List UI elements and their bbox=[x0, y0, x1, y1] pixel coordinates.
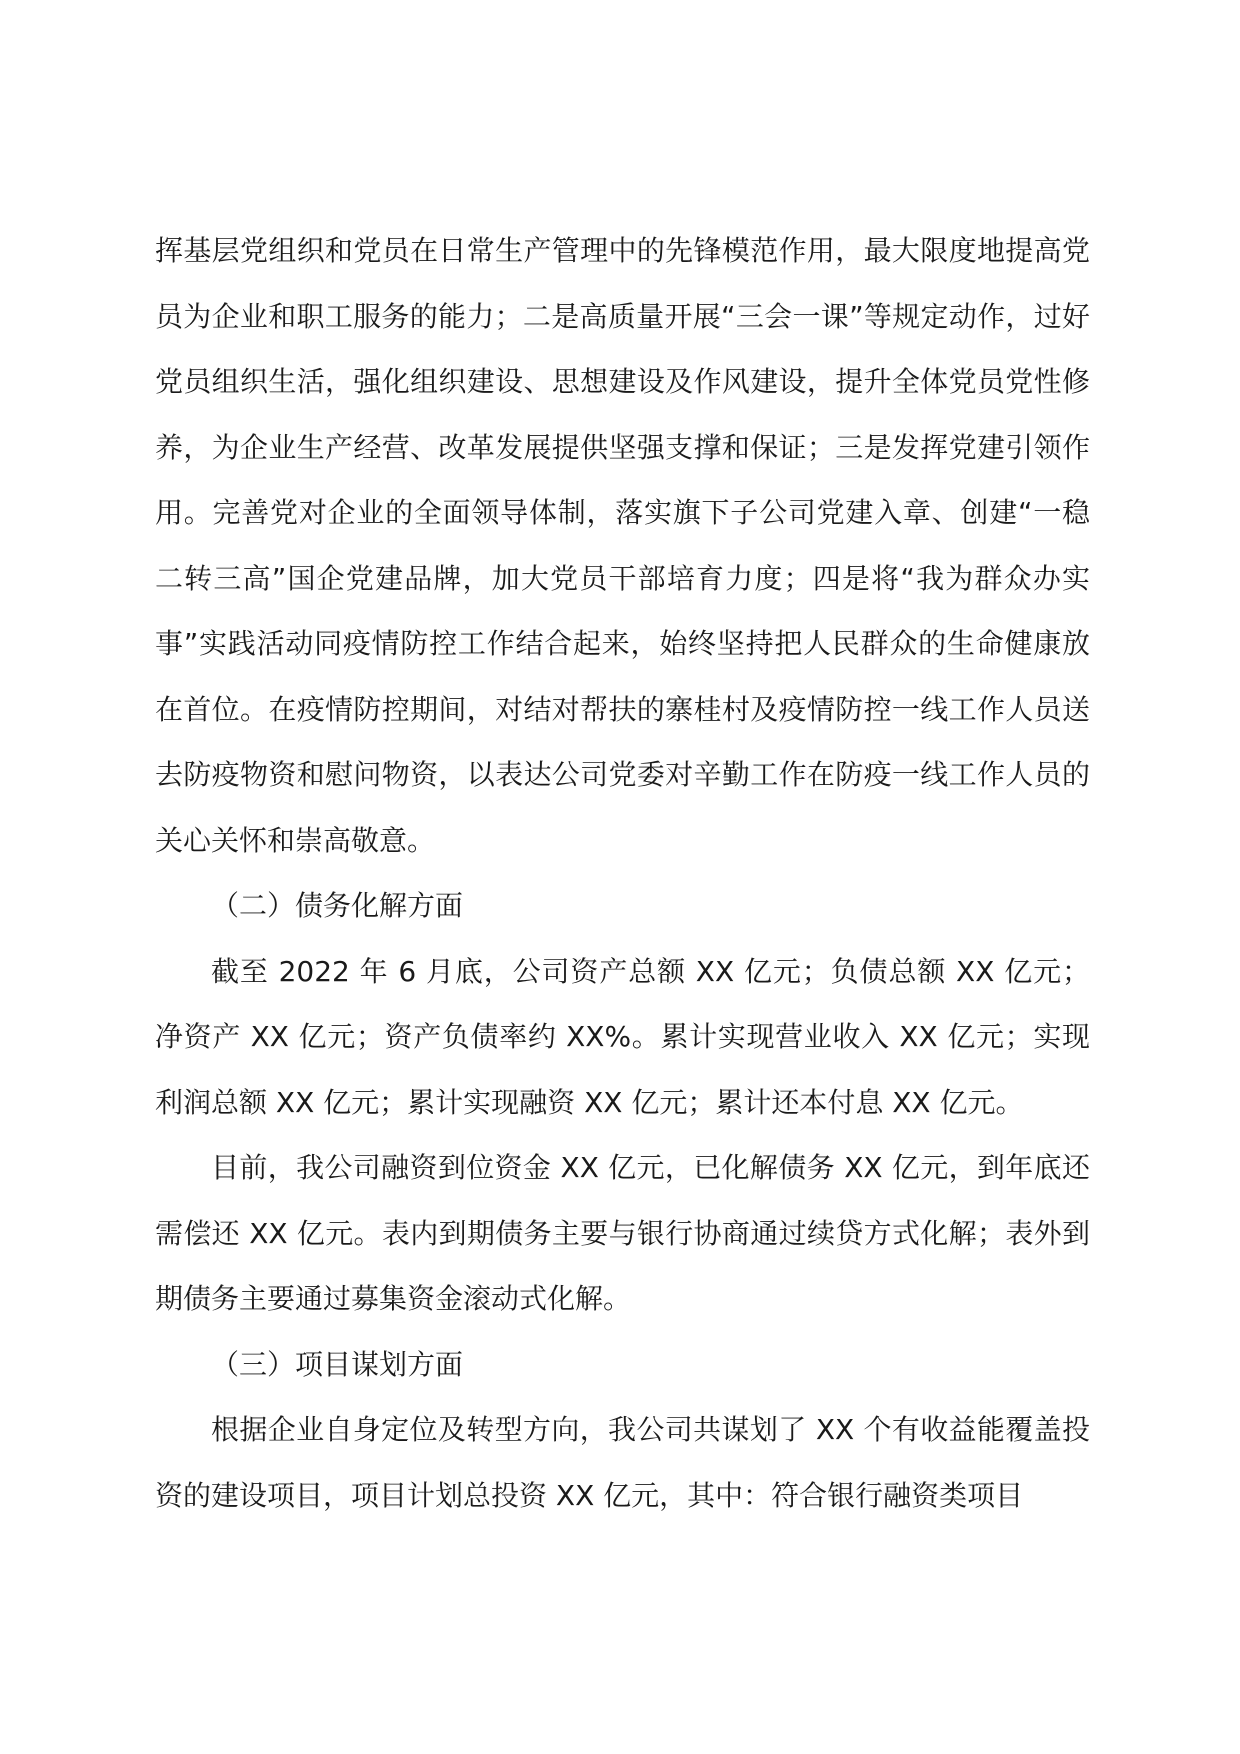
section-heading-project-planning: （三）项目谋划方面 bbox=[211, 1347, 464, 1381]
paragraph-debt-status: 目前，我公司融资到位资金 XX 亿元，已化解债务 XX 亿元，到年底还需偿还 XX 亿元。表内到期债务主要与银行协商通过续贷方式化解；表外到期债务主要通过募集资金滚动式化解。 bbox=[155, 1151, 1090, 1315]
paragraph-party-building: 挥基层党组织和党员在日常生产管理中的先锋模范作用，最大限度地提高党员为企业和职工服务的能力；二是高质量开展“三会一课”等规定动作，过好党员组织生活，强化组织建设、思想建设及作风建设，提升全体党员党性修养，为企业生产经营、改革发展提供坚强支撑和保证；三是发挥党建引领作用。完善党对企业的全面领导体制，落实旗下子公司党建入章、创建“一稳二转三高”国企党建品牌，加大党员干部培育力度；四是将“我为群众办实事”实践活动同疫情防控工作结合起来，始终坚持把人民群众的生命健康放在首位。在疫情防控期间，对结对帮扶的寨桂村及疫情防控一线工作人员送去防疫物资和慰问物资，以表达公司党委对辛勤工作在防疫一线工作人员的关心关怀和崇高敬意。 bbox=[155, 234, 1090, 857]
paragraph-project-planning: 根据企业自身定位及转型方向，我公司共谋划了 XX 个有收益能覆盖投资的建设项目，项目计划总投资 XX 亿元，其中：符合银行融资类项目 bbox=[155, 1413, 1090, 1512]
paragraph-financial-summary: 截至 2022 年 6 月底，公司资产总额 XX 亿元；负债总额 XX 亿元；净资产 XX 亿元；资产负债率约 XX%。累计实现营业收入 XX 亿元；实现利润总额 XX 亿元；累计实现融资 XX 亿元；累计还本付息 XX 亿元。 bbox=[155, 954, 1090, 1119]
section-heading-debt-resolution: （二）债务化解方面 bbox=[211, 889, 464, 922]
document-body bbox=[155, 218, 1090, 1528]
